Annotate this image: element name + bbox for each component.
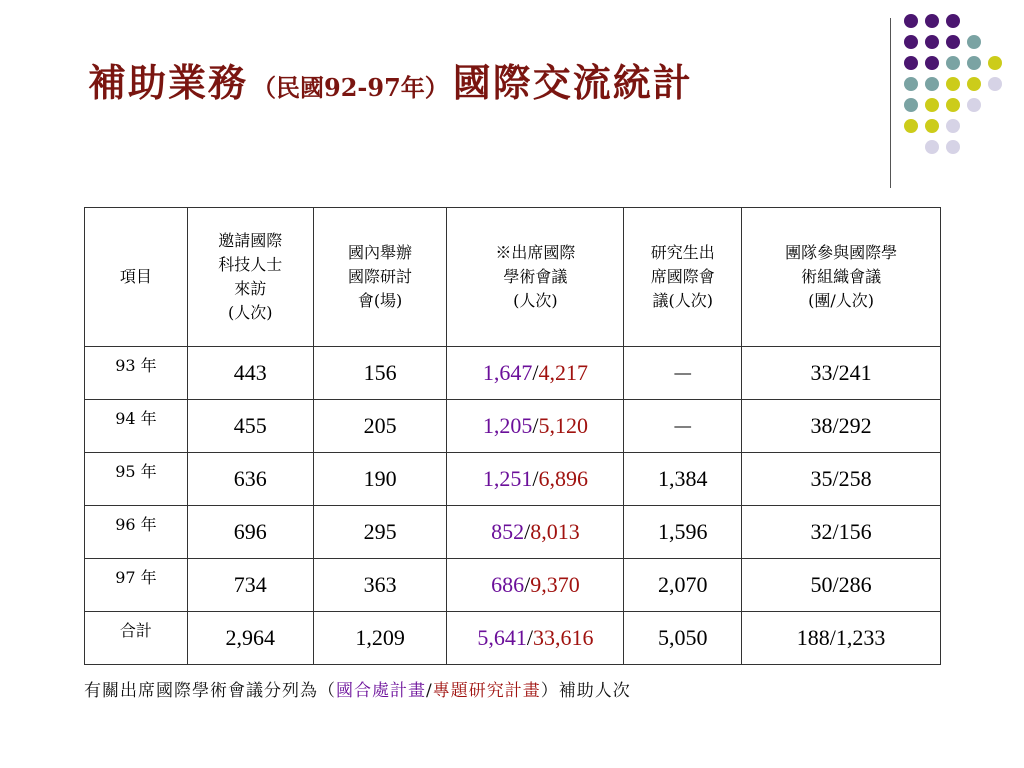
meetings-value-red: 8,013 [530,519,580,544]
header-line: 國際研討 [348,267,413,286]
decorative-dot [904,35,918,49]
decorative-dot [967,35,981,49]
header-line: 團隊參與國際學 [785,243,898,262]
title-part-2: （民國92-97年） [252,73,449,102]
table-row [85,612,941,665]
table-row [85,347,941,400]
meetings-value-separator: / [526,625,533,650]
header-line: 學術會議 [503,267,568,286]
decorative-dot [925,14,939,28]
cell-graduate-students: 2,070 [624,559,742,612]
cell-team-participation: 33/241 [742,347,941,400]
cell-graduate-students: － [624,400,742,453]
cell-graduate-students: 1,384 [624,453,742,506]
cell-graduate-students: 5,050 [624,612,742,665]
cell-team-participation: 50/286 [742,559,941,612]
decorative-dot [904,77,918,91]
header-graduate-students [624,208,742,347]
header-domestic-conferences [313,208,447,347]
header-line: (團/人次) [808,291,875,310]
decorative-dot [925,35,939,49]
decorative-dot [946,98,960,112]
cell-invited-visitors: 2,964 [187,612,313,665]
header-line: 科技人士 [218,255,283,274]
meetings-value-red: 6,896 [538,466,588,491]
row-label: 95 年 [85,453,188,506]
table-row [85,453,941,506]
title-part-3: 國際交流統計 [452,60,693,105]
header-line: ※出席國際 [495,243,576,262]
cell-graduate-students: 1,596 [624,506,742,559]
header-line: 國內舉辦 [348,243,413,262]
footnote-red-part: 專題研究計畫 [432,681,541,701]
cell-domestic-conferences: 205 [313,400,447,453]
cell-international-meetings [447,506,624,559]
cell-domestic-conferences: 190 [313,453,447,506]
meetings-value-separator: / [532,413,539,438]
meetings-value-purple: 1,647 [482,360,533,385]
decorative-dot [904,98,918,112]
table-body [85,347,941,665]
header-international-meetings [447,208,624,347]
cell-invited-visitors: 696 [187,506,313,559]
meetings-value-separator: / [532,360,539,385]
cell-invited-visitors: 443 [187,347,313,400]
decorative-dot [946,77,960,91]
meetings-value-red: 5,120 [538,413,588,438]
decorative-dot [967,98,981,112]
header-invited-visitors [187,208,313,347]
decorative-dot [904,56,918,70]
header-line: (人次) [513,291,558,310]
cell-domestic-conferences: 156 [313,347,447,400]
meetings-value-separator: / [524,519,531,544]
row-label: 96 年 [85,506,188,559]
meetings-value-red: 4,217 [538,360,588,385]
meetings-value-purple: 686 [491,572,525,597]
header-line: 席國際會 [650,267,715,286]
decorative-dot [925,77,939,91]
row-label: 97 年 [85,559,188,612]
meetings-value-red: 33,616 [532,625,594,650]
decorative-dot [946,56,960,70]
header-team-participation [742,208,941,347]
meetings-value-separator: / [532,466,539,491]
header-line: 術組織會議 [801,267,882,286]
decorative-dot [925,140,939,154]
decorative-dot [946,119,960,133]
header-item: 項目 [85,208,188,347]
footnote-prefix: 有關出席國際學術會議分列為（ [84,681,336,701]
decorative-dot [925,56,939,70]
meetings-value-purple: 1,205 [482,413,533,438]
cell-invited-visitors: 734 [187,559,313,612]
footnote-suffix: ）補助人次 [540,681,631,701]
row-label: 94 年 [85,400,188,453]
header-line: (人次) [227,303,273,322]
cell-domestic-conferences: 363 [313,559,447,612]
cell-domestic-conferences: 295 [313,506,447,559]
table-header-row [85,208,941,347]
title-part-1: 補助業務 [88,60,249,105]
cell-international-meetings [447,559,624,612]
header-line: 邀請國際 [218,231,283,250]
header-line: 研究生出 [650,243,715,262]
table-row [85,506,941,559]
decorative-dot [946,35,960,49]
decorative-dot [946,140,960,154]
decorative-dot [967,77,981,91]
cell-team-participation: 188/1,233 [742,612,941,665]
table-row [85,400,941,453]
cell-team-participation: 32/156 [742,506,941,559]
decorative-dot [925,98,939,112]
meetings-value-purple: 1,251 [482,466,533,491]
meetings-value-purple: 5,641 [477,625,527,650]
header-line: 會(場) [357,291,403,310]
decorative-divider [890,18,891,188]
slide-title [88,60,693,105]
cell-graduate-students: － [624,347,742,400]
decorative-dot [967,56,981,70]
cell-international-meetings [447,453,624,506]
decorative-dot [904,119,918,133]
footnote-slash: / [426,681,433,701]
decorative-dot [946,14,960,28]
cell-international-meetings [447,400,624,453]
cell-domestic-conferences: 1,209 [313,612,447,665]
decorative-dot [904,14,918,28]
decorative-dot [988,56,1002,70]
cell-team-participation: 35/258 [742,453,941,506]
decorative-dot-grid [904,14,1024,174]
meetings-value-purple: 852 [491,519,525,544]
cell-international-meetings [447,347,624,400]
header-line: 議(人次) [652,291,713,310]
footnote [84,676,631,701]
row-label: 93 年 [85,347,188,400]
cell-invited-visitors: 636 [187,453,313,506]
header-line: 來訪 [234,279,267,298]
meetings-value-separator: / [524,572,531,597]
cell-invited-visitors: 455 [187,400,313,453]
decorative-dot [925,119,939,133]
meetings-value-red: 9,370 [530,572,580,597]
cell-team-participation: 38/292 [742,400,941,453]
statistics-table [84,207,941,665]
row-label: 合計 [85,612,188,665]
footnote-purple-part: 國合處計畫 [336,681,426,701]
decorative-dot [988,77,1002,91]
cell-international-meetings [447,612,624,665]
table-row [85,559,941,612]
